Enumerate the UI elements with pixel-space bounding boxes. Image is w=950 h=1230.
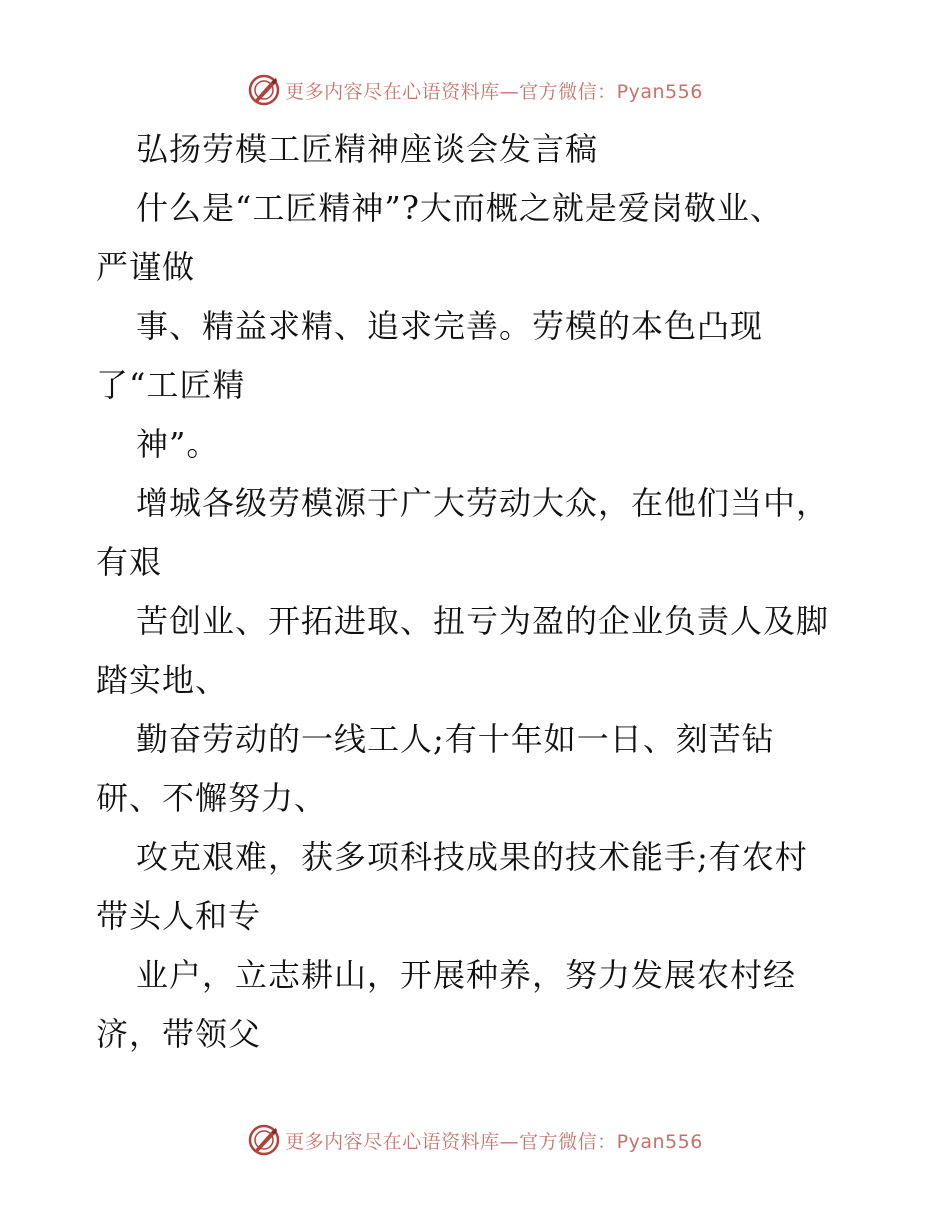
- paragraph-line: 济，带领父: [96, 1015, 262, 1053]
- pen-logo-icon: [247, 73, 281, 107]
- paragraph-line: 踏实地、: [96, 661, 229, 699]
- paragraph-line: 神”。: [136, 425, 220, 463]
- watermark-footer: [0, 1120, 950, 1160]
- paragraph-line: 苦创业、开拓进取、扭亏为盈的企业负责人及脚: [136, 602, 830, 640]
- paragraph-line: 有艰: [96, 543, 163, 581]
- pen-logo-icon: [247, 1123, 281, 1157]
- paragraph-line: 带头人和专: [96, 897, 262, 935]
- watermark-header: [0, 70, 950, 110]
- paragraph-line: 研、不懈努力、: [96, 779, 328, 817]
- paragraph-line: 了“工匠精: [96, 366, 246, 404]
- paragraph-line: 事、精益求精、追求完善。劳模的本色凸现: [136, 307, 764, 345]
- paragraph-line: 勤奋劳动的一线工人;有十年如一日、刻苦钻: [136, 720, 775, 758]
- watermark-text: 更多内容尽在心语资料库—官方微信：Pyan556: [285, 1130, 703, 1153]
- paragraph-line: 什么是“工匠精神”?大而概之就是爱岗敬业、: [136, 189, 783, 227]
- paragraph-line: 攻克艰难，获多项科技成果的技术能手;有农村: [136, 838, 808, 876]
- paragraph-line: 增城各级劳模源于广大劳动大众，在他们当中，: [136, 484, 830, 522]
- document-title: 弘扬劳模工匠精神座谈会发言稿: [136, 130, 599, 168]
- paragraph-line: 严谨做: [96, 248, 196, 286]
- watermark-text: 更多内容尽在心语资料库—官方微信：Pyan556: [285, 80, 703, 103]
- paragraph-line: 业户，立志耕山，开展种养，努力发展农村经: [136, 956, 797, 994]
- document-body: [96, 120, 866, 1064]
